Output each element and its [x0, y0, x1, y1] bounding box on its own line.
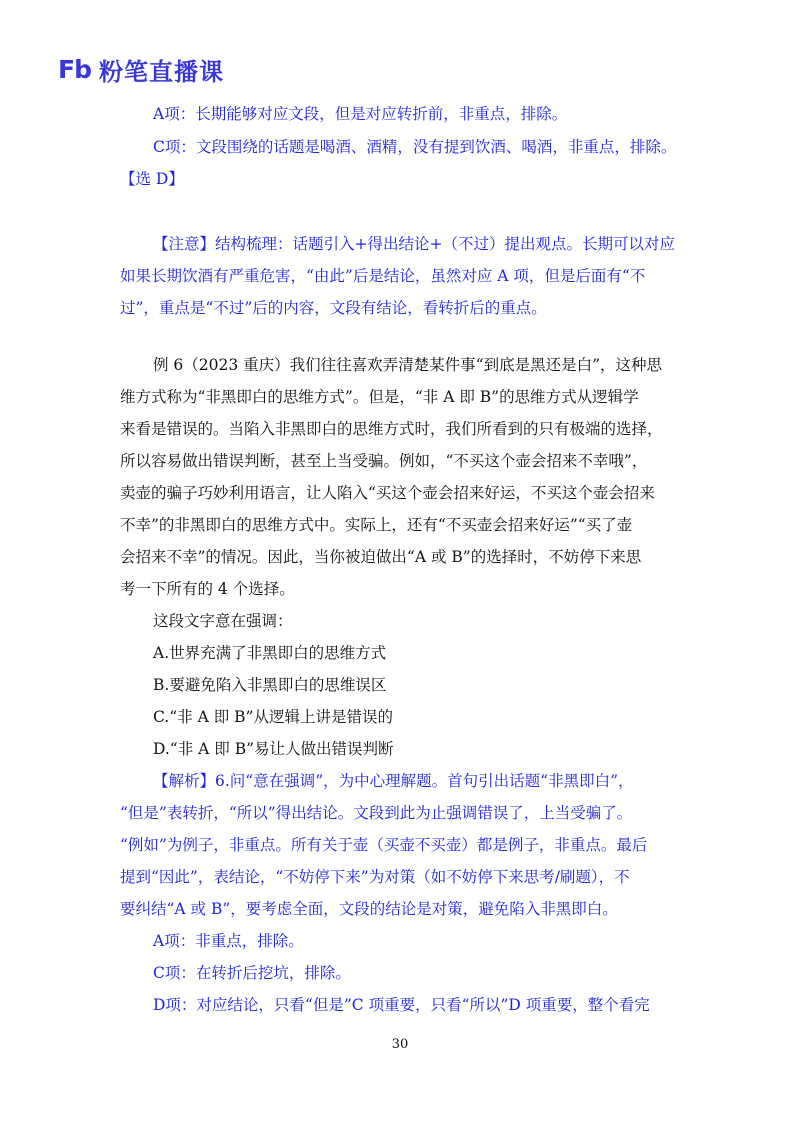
- line-choice-c: C.“非 A 即 B”从逻辑上讲是错误的: [153, 708, 393, 726]
- line-question-1: 例 6（2023 重庆）我们往往喜欢弄清楚某件事“到底是黑还是白”，这种思: [153, 356, 663, 374]
- brand-logo: [58, 52, 224, 87]
- line-question-3: 来看是错误的。当陷入非黑即白的思维方式时，我们所看到的只有极端的选择，: [120, 420, 663, 438]
- line-question-stem: 这段文字意在强调：: [153, 612, 293, 630]
- line-question-4: 所以容易做出错误判断，甚至上当受骗。例如，“不买这个壶会招来不幸哦”，: [120, 452, 648, 470]
- line-note-1: 【注意】结构梳理：话题引入+得出结论+（不过）提出观点。长期可以对应: [153, 235, 675, 253]
- line-question-5: 卖壶的骗子巧妙利用语言，让人陷入“买这个壶会招来好运，不买这个壶会招来: [120, 484, 655, 502]
- line-answer: 【选 D】: [120, 170, 184, 188]
- line-question-7: 会招来不幸”的情况。因此，当你被迫做出“A 或 B”的选择时，不妨停下来思: [120, 548, 642, 566]
- line-choice-b: B.要避免陷入非黑即白的思维误区: [153, 676, 387, 694]
- line-choice-d: D.“非 A 即 B”易让人做出错误判断: [153, 740, 394, 758]
- page-number: 30: [391, 1037, 409, 1052]
- line-analysis-option-d: D项：对应结论，只看“但是”C 项重要，只看“所以”D 项重要，整个看完: [153, 996, 650, 1014]
- line-note-3: 过”，重点是“不过”后的内容，文段有结论，看转折后的重点。: [120, 299, 547, 317]
- logo-text: 粉笔直播课: [98, 58, 224, 86]
- line-analysis-2: “但是”表转折，“所以”得出结论。文段到此为止强调错误了，上当受骗了。: [120, 804, 633, 822]
- line-analysis-5: 要纠结“A 或 B”，要考虑全面，文段的结论是对策，避免陷入非黑即白。: [120, 900, 618, 918]
- logo-icon: Fb: [58, 55, 91, 84]
- line-question-2: 维方式称为“非黑即白的思维方式”。但是，“非 A 即 B”的思维方式从逻辑学: [120, 388, 639, 406]
- line-note-2: 如果长期饮酒有严重危害，“由此”后是结论，虽然对应 A 项，但是后面有“不: [120, 267, 646, 285]
- line-analysis-4: 提到“因此”，表结论，“不妨停下来”为对策（如不妨停下来思考/刷题），不: [120, 868, 630, 886]
- line-choice-a: A.世界充满了非黑即白的思维方式: [153, 644, 387, 662]
- line-option-c-note: C项：文段围绕的话题是喝酒、酒精，没有提到饮酒、喝酒，非重点，排除。: [153, 138, 677, 156]
- line-analysis-3: “例如”为例子，非重点。所有关于壶（买壶不买壶）都是例子，非重点。最后: [120, 836, 648, 854]
- line-option-a-note: A项：长期能够对应文段，但是对应转折前，非重点，排除。: [153, 105, 568, 123]
- line-analysis-1: 【解析】6.问“意在强调”，为中心理解题。首句引出话题“非黑即白”，: [153, 772, 634, 790]
- line-question-6: 不幸”的非黑即白的思维方式中。实际上，还有“不买壶会招来好运”“买了壶: [120, 516, 633, 534]
- line-analysis-option-a: A项：非重点，排除。: [153, 932, 304, 950]
- line-analysis-option-c: C项：在转折后挖坑，排除。: [153, 964, 351, 982]
- line-question-8: 考一下所有的 4 个选择。: [120, 580, 295, 598]
